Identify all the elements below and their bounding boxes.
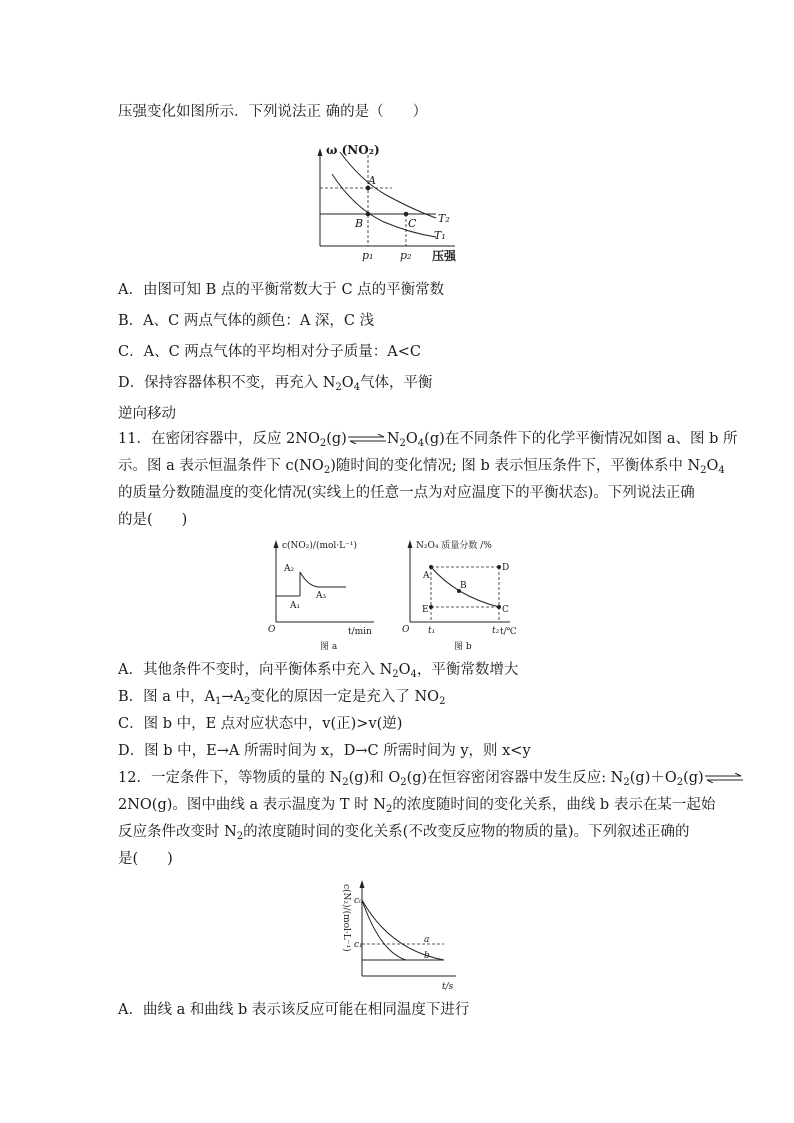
- q12-curve-a: a: [424, 935, 430, 945]
- q12-x-label: t/s: [442, 982, 454, 992]
- q10-point-C: C: [408, 217, 417, 230]
- q11a-origin: O: [268, 625, 276, 635]
- q10-label-T2: T₂: [438, 212, 450, 225]
- q12-line2: 2NO(g)。图中曲线 a 表示温度为 T 时 $N_2$的浓度随时间的变化关系，曲线 b 表示在某一起始: [118, 797, 716, 815]
- q11-line1: 11．在密闭容器中，反应 $2NO_2(g)$ $N_2O_4(g)$在不同条件下的化学平衡情况如图 a、图 b 所: [118, 431, 738, 449]
- q11-line3: 的质量分数随温度的变化情况(实线上的任意一点为对应温度下的平衡状态)。下列说法正确: [118, 485, 695, 501]
- equilibrium-arrow-icon: [704, 773, 744, 783]
- q10-option-c: C．A、C 两点气体的平均相对分子质量：A<C: [118, 344, 421, 360]
- q11a-x-label: t/min: [348, 627, 372, 637]
- q11-figure-a: [262, 536, 386, 654]
- q10-option-a: A．由图可知 B 点的平衡常数大于 C 点的平衡常数: [118, 282, 445, 298]
- q11b-E: E: [422, 605, 429, 615]
- q11-option-c: C．图 b 中，E 点对应状态中，v(正)>v(逆): [118, 716, 403, 732]
- q12-y-label: c(N₂)/(mol·L⁻¹): [341, 884, 351, 952]
- q10-figure: [310, 138, 470, 266]
- q10-tick-p1: p₁: [362, 249, 374, 262]
- q12-line4: 是( ): [118, 851, 173, 867]
- q12-option-a: A．曲线 a 和曲线 b 表示该反应可能在相同温度下进行: [118, 1002, 470, 1018]
- q10-stem-tail: 压强变化如图所示．下列说法正 确的是（ ）: [118, 104, 428, 120]
- q10-option-d: D．保持容器体积不变，再充入 $N_2O_4$气体，平衡: [118, 375, 433, 393]
- q12-curve-b: b: [424, 951, 430, 961]
- q11a-A2: A₂: [284, 564, 295, 574]
- q11b-B: B: [460, 581, 467, 591]
- equilibrium-arrow-icon: [347, 434, 387, 444]
- q11-line2: 示。图 a 表示恒温条件下 $c(NO_2)$随时间的变化情况; 图 b 表示恒压条件下，平衡体系中 $N_2O_4$: [118, 458, 725, 476]
- q11a-y-label: c(NO₂)/(mol·L⁻¹): [282, 541, 358, 551]
- q10-point-B: B: [355, 217, 364, 230]
- q10-tick-p2: p₂: [400, 249, 412, 262]
- q12-line1: 12．一定条件下，等物质的量的 $N_2(g)$和 $O_2(g)$在恒容密闭容器中发生反应: $N_2(g)+O_2(g)$: [118, 769, 744, 787]
- q11b-x-label: t/℃: [500, 627, 517, 637]
- q10-curve-T2: [340, 152, 436, 218]
- q11b-caption: 图 b: [454, 642, 472, 652]
- q11a-caption: 图 a: [320, 642, 338, 652]
- q10-point-A: A: [368, 174, 376, 187]
- q10-y-label: ω (NO₂): [326, 143, 380, 157]
- q10-curve-T1: [332, 174, 436, 237]
- q12-c0: c₀: [354, 896, 363, 906]
- q12-figure: [332, 876, 464, 994]
- q11-option-b: B．图 a 中，$A_1\to A_2$变化的原因一定是充入了 $NO_2$: [118, 689, 446, 707]
- q10-option-d-cont: 逆向移动: [118, 406, 176, 422]
- q11b-C: C: [502, 605, 509, 615]
- q10-x-label: 压强: [432, 249, 457, 263]
- q11b-t2: t₂: [492, 626, 500, 636]
- q11b-D: D: [502, 563, 510, 573]
- q11-option-a: A．其他条件不变时，向平衡体系中充入 $N_2O_4$，平衡常数增大: [118, 662, 519, 680]
- q11-figure-b: [400, 536, 532, 654]
- q11-option-d: D．图 b 中，E→A 所需时间为 x，D→C 所需时间为 y，则 x<y: [118, 743, 531, 759]
- q12-line3: 反应条件改变时 $N_2$的浓度随时间的变化关系(不改变反应物的物质的量)。下列叙述正确的: [118, 824, 690, 842]
- q10-option-b: B．A、C 两点气体的颜色：A 深，C 浅: [118, 313, 375, 329]
- q11-line4: 的是( ): [118, 512, 188, 528]
- q11b-y-label: N₂O₄ 质量分数 /%: [416, 541, 492, 551]
- q11a-A3: A₃: [316, 591, 327, 601]
- q12-c1: c₁: [354, 940, 363, 950]
- q11a-A1: A₁: [290, 601, 301, 611]
- q10-label-T1: T₁: [434, 229, 446, 242]
- q11b-origin: O: [402, 625, 410, 635]
- q11b-A: A: [423, 571, 430, 581]
- q11b-t1: t₁: [428, 626, 436, 636]
